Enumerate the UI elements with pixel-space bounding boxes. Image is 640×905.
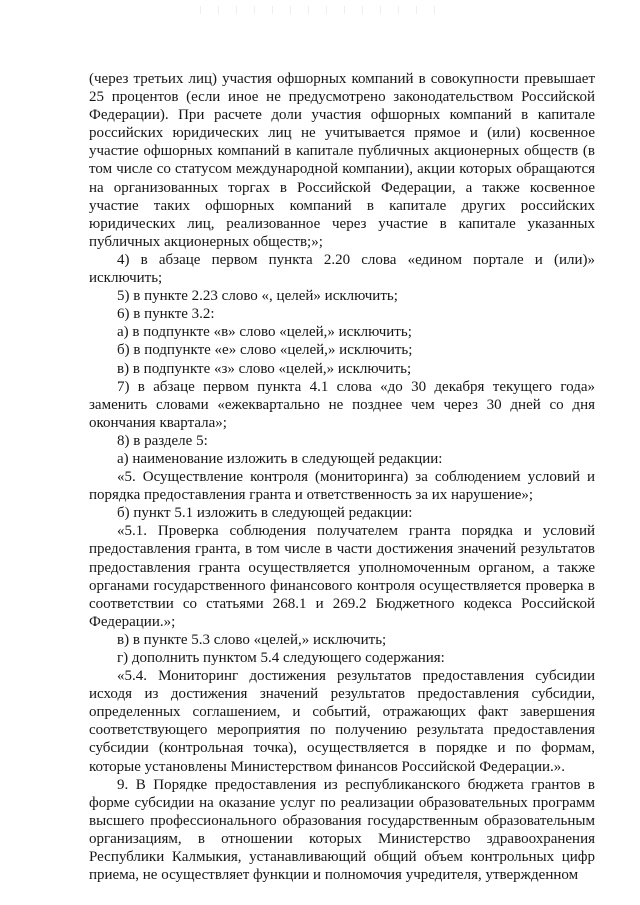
paragraph-item-9: 9. В Порядке предоставления из республиканского бюджета грантов в форме субсидии на оказание услуг по реализации образовательных программ высшего профессионального образования государственным образовательным организациям, в отношении которых Министерство здравоохранения Республики Калмыкия, устанавливающий общий объем контрольных цифр приема, не осуществляет функции и полномочия учредителя, утвержденном bbox=[89, 776, 595, 884]
paragraph-item-6v: в) в подпункте «з» слово «целей,» исключить; bbox=[117, 360, 412, 377]
paragraph-clause-5-1: «5.1. Проверка соблюдения получателем гранта порядка и условий предоставления гранта, в том числе в части достижения значений результатов предоставления гранта осуществляется уполномоченным органом, а также органами государственного финансового контроля осуществляется проверка в соответствии со статьями 268.1 и 269.2 Бюджетного кодекса Российской Федерации.»; bbox=[89, 523, 595, 630]
paragraph-item-5: 5) в пункте 2.23 слово «, целей» исключить; bbox=[117, 288, 398, 305]
paragraph-item-8a: а) наименование изложить в следующей редакции: bbox=[117, 450, 443, 467]
paragraph-item-4: 4) в абзаце первом пункта 2.20 слова «едином портале и (или)» исключить; bbox=[89, 251, 595, 287]
paragraph-item-6: 6) в пункте 3.2: bbox=[117, 306, 215, 323]
paragraph-item-7: 7) в абзаце первом пункта 4.1 слова «до 30 декабря текущего года» заменить словами «ежеквартально не позднее чем через 30 дней со дня окончания квартала»; bbox=[89, 378, 595, 431]
paragraph-offshore-continuation: (через третьих лиц) участия офшорных компаний в совокупности превышает 25 процентов (если иное не предусмотрено законодательством Российской Федерации). При расчете доли участия офшорных компаний в капитале российских юридических лиц не учитывается прямое и (или) косвенное участие офшорных компаний в капитале публичных акционерных обществ (в том числе со статусом международной компании), акции которых обращаются на организованных торгах в Российской Федерации, а также косвенное участие таких офшорных компаний в капитале других российских юридических лиц, реализованное через участие в капитале указанных публичных акционерных обществ;»; bbox=[89, 71, 595, 250]
paragraph-item-8g: г) дополнить пунктом 5.4 следующего содержания: bbox=[117, 650, 445, 666]
paragraph-item-6b: б) в подпункте «е» слово «целей,» исключить; bbox=[117, 342, 413, 359]
paragraph-section-5-title: «5. Осуществление контроля (мониторинга) за соблюдением условий и порядка предоставления гранта и ответственность за их нарушение»; bbox=[89, 469, 595, 504]
paragraph-item-8b: б) пункт 5.1 изложить в следующей редакции: bbox=[117, 505, 413, 522]
paragraph-item-8v: в) в пункте 5.3 слово «целей,» исключить; bbox=[117, 631, 387, 648]
paragraph-clause-5-4: «5.4. Мониторинг достижения результатов предоставления субсидии исходя из достижения значений результатов предоставления субсидии, определенных соглашением, и событий, отражающих факт завершения соответствующего мероприятия по получению результата предоставления субсидии (контрольная точка), осуществляется в порядке и по формам, которые установлены Министерством финансов Российской Федерации.». bbox=[89, 668, 595, 775]
document-page bbox=[89, 70, 595, 884]
paragraph-item-6a: а) в подпункте «в» слово «целей,» исключить; bbox=[117, 324, 412, 341]
scan-artifact bbox=[200, 6, 440, 14]
paragraph-item-8: 8) в разделе 5: bbox=[117, 432, 208, 449]
